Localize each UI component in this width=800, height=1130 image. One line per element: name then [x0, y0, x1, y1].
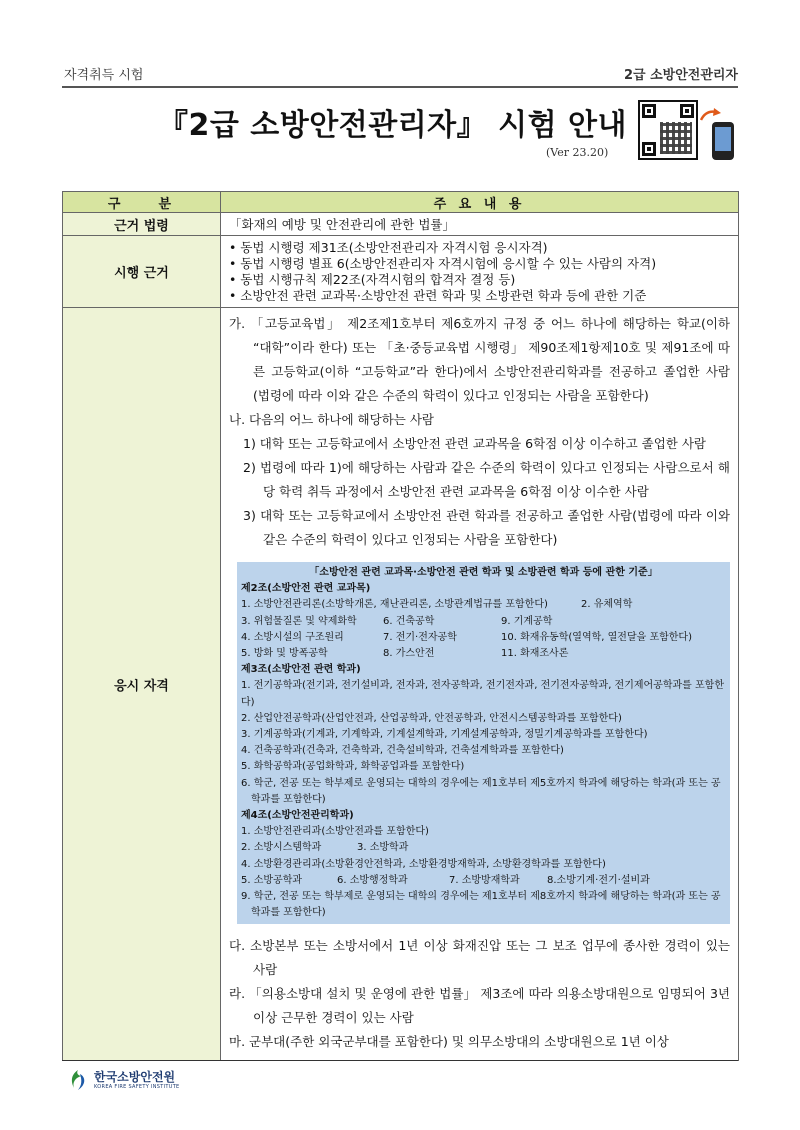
dept-item: 2. 소방시스템학과: [241, 842, 322, 854]
dept-item: 2. 산업안전공학과(산업안전과, 산업공학과, 안전공학과, 안전시스템공학과를 포함한다): [241, 712, 622, 724]
table-header-category: 구 분: [63, 192, 221, 213]
article-2-row: [241, 630, 726, 646]
footer-org-name-en: KOREA FIRE SAFETY INSTITUTE: [94, 1084, 180, 1090]
article-3-heading: 제3조(소방안전 관련 학과): [241, 664, 361, 676]
article-2-row: [241, 597, 726, 613]
dept-item: 4. 건축공학과(건축과, 건축학과, 건축설비학과, 건축설계학과를 포함한다): [241, 745, 564, 757]
dept-item: 3. 소방학과: [357, 842, 409, 854]
standards-title: 「소방안전 관련 교과목·소방안전 관련 학과 및 소방관련 학과 등에 관한 기준」: [309, 567, 658, 578]
footer-divider: [62, 1060, 738, 1061]
dept-item: 1. 전기공학과(전기과, 전기설비과, 전자과, 전자공학과, 전기전자과, 전기전자공학과, 전기제어공학과를 포함한다): [241, 680, 724, 708]
standards-box: [237, 562, 730, 924]
subject-item: 7. 전기·전자공학: [383, 631, 457, 643]
article-4-row: [241, 873, 726, 889]
qual-item-na3: 3) 대학 또는 고등학교에서 소방안전 관련 학과를 전공하고 졸업한 사람(법령에 따라 이와 같은 수준의 학력이 있다고 인정되는 사람을 포함한다): [243, 508, 730, 547]
dept-item: 4. 소방환경관리과(소방환경안전학과, 소방환경방재학과, 소방환경학과를 포함한다): [241, 858, 606, 870]
qual-item-ga: 가. 「고등교육법」 제2조제1호부터 제6호까지 규정 중 어느 하나에 해당하는 학교(이하 “대학”이라 한다) 또는 「초·중등교육법 시행령」 제90조제1항제10호 및 제91조에 따른 고등학교(이하 “고등학교”라 한다)에서 소방안전관리학과를 전공하고 졸업한 사람(법령에 따라 이와 같은 수준의 학력이 있다고 인정되는 사람을 포함한다): [229, 316, 730, 403]
dept-item: 1. 소방안전관리과(소방안전과를 포함한다): [241, 826, 429, 838]
kfsi-logo: [66, 1068, 90, 1092]
row-content-law: 「화재의 예방 및 안전관리에 관한 법률」: [221, 213, 739, 236]
dept-item: 8.소방기계·전기·설비과: [547, 874, 650, 886]
dept-item: 9. 학군, 전공 또는 학부제로 운영되는 대학의 경우에는 제1호부터 제8호까지 학과에 해당하는 학과(과 또는 공학과를 포함한다): [241, 891, 721, 919]
subject-item: 1. 소방안전관리론(소방학개론, 재난관리론, 소방관계법규를 포함한다): [241, 599, 548, 611]
subject-item: 10. 화재유동학(열역학, 열전달을 포함한다): [501, 631, 692, 643]
exam-info-table: [62, 191, 739, 1061]
article-2-heading: 제2조(소방안전 관련 교과목): [241, 583, 371, 595]
article-2-row: [241, 646, 726, 662]
qual-item-na2: 2) 법령에 따라 1)에 해당하는 사람과 같은 수준의 학력이 있다고 인정되는 사람으로서 해당 학력 취득 과정에서 소방안전 관련 교과목을 6학점 이상 이수한 사람: [243, 460, 730, 499]
subject-item: 3. 위험물질론 및 약제화학: [241, 615, 357, 627]
row-content-qualification: [221, 308, 739, 1061]
phone-icon: [712, 122, 734, 160]
subject-item: 8. 가스안전: [383, 648, 435, 660]
version-label: (Ver 23.20): [546, 146, 609, 159]
basis-item: • 소방안전 관련 교과목·소방안전 관련 학과 및 소방관련 학과 등에 관한 기준: [229, 287, 647, 303]
qr-code-icon[interactable]: [638, 100, 698, 160]
row-label-qualification: 응시 자격: [63, 308, 221, 1061]
qual-item-na: 나. 다음의 어느 하나에 해당하는 사람: [229, 412, 434, 427]
subject-item: 5. 방화 및 방폭공학: [241, 648, 328, 660]
header-exam-name: 2급 소방안전관리자: [623, 68, 738, 83]
dept-item: 7. 소방방재학과: [449, 874, 520, 886]
subject-item: 9. 기계공학: [501, 615, 553, 627]
dept-item: 5. 화학공학과(공업화학과, 화학공업과를 포함한다): [241, 761, 465, 773]
footer-org-name: 한국소방안전원: [94, 1070, 176, 1084]
subject-item: 6. 건축공학: [383, 615, 435, 627]
qual-item-ma: 마. 군부대(주한 외국군부대를 포함한다) 및 의무소방대의 소방대원으로 1년 이상: [229, 1034, 669, 1050]
arrow-icon: [700, 108, 722, 122]
article-2-row: [241, 614, 726, 630]
qual-item-na1: 1) 대학 또는 고등학교에서 소방안전 관련 교과목을 6학점 이상 이수하고 졸업한 사람: [243, 436, 706, 451]
basis-item: • 동법 시행규칙 제22조(자격시험의 합격자 결정 등): [229, 271, 516, 287]
dept-item: 6. 소방행정학과: [337, 874, 408, 886]
qual-item-da: 다. 소방본부 또는 소방서에서 1년 이상 화재진압 또는 그 보조 업무에 종사한 경력이 있는 사람: [229, 938, 730, 978]
subject-item: 11. 화재조사론: [501, 648, 569, 660]
header-category: 자격취득 시험: [64, 68, 144, 83]
article-4-row: [241, 840, 726, 856]
dept-item: 3. 기계공학과(기계과, 기계학과, 기계설계학과, 기계설계공학과, 정밀기계공학과를 포함한다): [241, 729, 648, 741]
header-divider: [62, 86, 738, 88]
page-title: 『2급 소방안전관리자』 시험 안내: [158, 108, 627, 143]
subject-item: 4. 소방시설의 구조원리: [241, 631, 344, 643]
dept-item: 5. 소방공학과: [241, 874, 303, 886]
article-4-heading: 제4조(소방안전관리학과): [241, 810, 354, 822]
dept-item: 6. 학군, 전공 또는 학부제로 운영되는 대학의 경우에는 제1호부터 제5호까지 학과에 해당하는 학과(과 또는 공학과를 포함한다): [241, 777, 721, 805]
basis-item: • 동법 시행령 제31조(소방안전관리자 자격시험 응시자격): [229, 239, 548, 255]
qual-item-ra: 라. 「의용소방대 설치 및 운영에 관한 법률」 제3조에 따라 의용소방대원으로 임명되어 3년 이상 근무한 경력이 있는 사람: [229, 986, 730, 1026]
row-label-basis: 시행 근거: [63, 236, 221, 308]
row-content-basis: [221, 236, 739, 308]
basis-item: • 동법 시행령 별표 6(소방안전관리자 자격시험에 응시할 수 있는 사람의 자격): [229, 255, 657, 271]
row-label-law: 근거 법령: [63, 213, 221, 236]
subject-item: 2. 유체역학: [581, 599, 633, 611]
table-header-content: 주 요 내 용: [221, 192, 739, 213]
